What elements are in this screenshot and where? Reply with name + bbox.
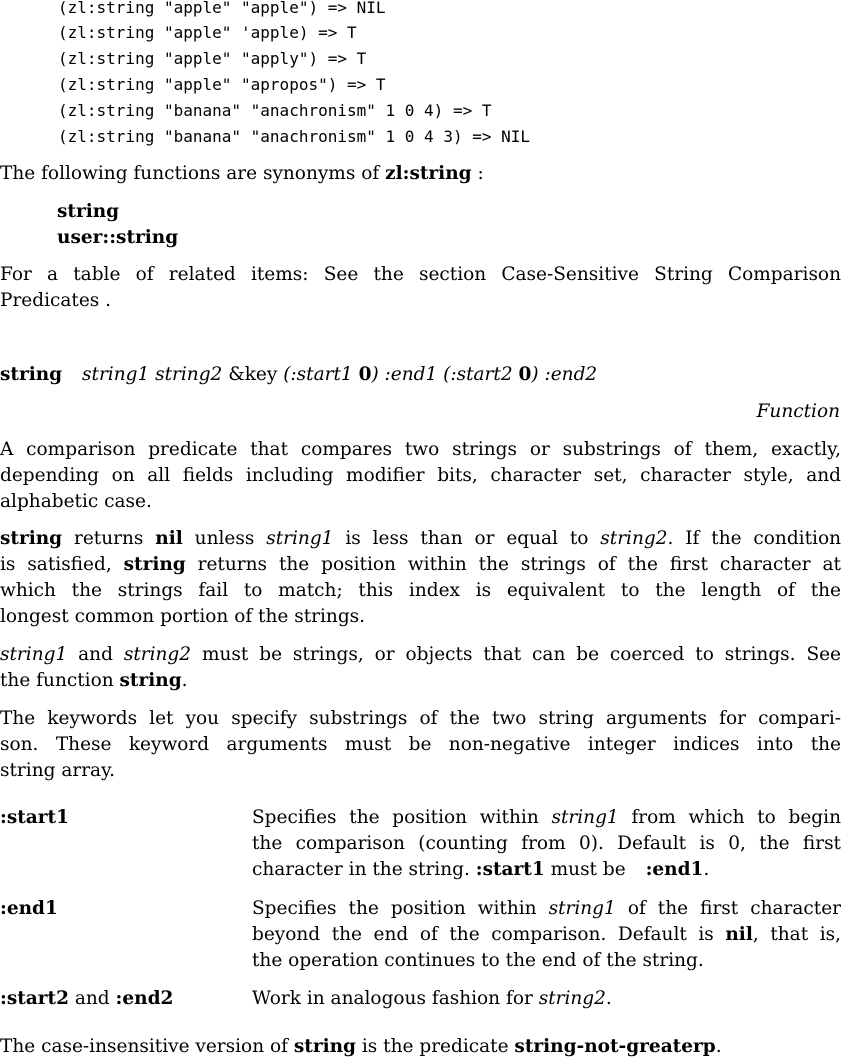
desc4-line-2: son. These keyword arguments must be non-negative integer indices into the [0, 734, 841, 755]
desc4-line-1: The keywords let you specify substrings of the two string arguments for compari- [0, 708, 841, 729]
code-example-2: (zl:string "apple" 'apple) => T [58, 23, 357, 42]
desc1-line-2: depending on all fields including modifier bits, character set, character style, and [0, 465, 841, 486]
code-example-6: (zl:string "banana" "anachronism" 1 0 4 3) => NIL [58, 127, 531, 146]
desc3-line-1: string1 and string2 must be strings, or objects that can be coerced to strings. See [0, 644, 841, 665]
desc2-line-2: is satisfied, string returns the position within the strings of the first character at [0, 554, 841, 575]
synonyms-func: zl:string [385, 163, 472, 184]
code-example-1: (zl:string "apple" "apple") => NIL [58, 0, 386, 17]
synonym-item: user::string [57, 227, 179, 248]
related-line-2: Predicates . [0, 290, 112, 311]
desc1-line-3: alphabetic case. [0, 491, 152, 512]
entry-args: string1 string2 [82, 364, 223, 385]
synonym-item: string [57, 201, 120, 222]
end1-desc-line-3: the operation continues to the end of the string. [252, 950, 704, 971]
start1-desc-line-3: character in the string. :start1 must be :end1. [252, 859, 710, 880]
keyword-start2-end2: :start2 and :end2 [0, 988, 174, 1009]
code-example-3: (zl:string "apple" "apply") => T [58, 49, 367, 68]
code-example-4: (zl:string "apple" "apropos") => T [58, 75, 386, 94]
desc2-line-3: which the strings fail to match; this index is equivalent to the length of the [0, 580, 841, 601]
case-insensitive-note: The case-insensitive version of string is the predicate string-not-greaterp. [0, 1036, 722, 1057]
code-example-5: (zl:string "banana" "anachronism" 1 0 4) => T [58, 101, 492, 120]
predicate-reference: string-not-greaterp [514, 1036, 716, 1057]
end1-desc-line-1: Specifies the position within string1 of the first character [252, 898, 841, 919]
related-line-1: For a table of related items: See the section Case-Sensitive String Comparison [0, 264, 841, 285]
synonyms-intro: The following functions are synonyms of zl:string : [0, 163, 484, 184]
desc1-line-1: A comparison predicate that compares two strings or substrings of them, exactly, [0, 439, 841, 460]
desc2-line-4: longest common portion of the strings. [0, 606, 366, 627]
start1-desc-line-2: the comparison (counting from 0). Default is 0, the first [252, 833, 841, 854]
desc2-line-1: string returns nil unless string1 is less than or equal to string2. If the condition [0, 528, 841, 549]
keyword-start1: :start1 [0, 807, 69, 828]
function-reference: string [119, 670, 182, 691]
keyword-end1: :end1 [0, 898, 58, 919]
entry-category: Function [756, 401, 840, 422]
start2-end2-desc: Work in analogous fashion for string2. [252, 988, 612, 1009]
entry-signature: string string1 string2 &key (:start1 0) :end1 (:start2 0) :end2 [0, 364, 598, 385]
entry-name: string [0, 364, 63, 385]
desc4-line-3: string array. [0, 760, 115, 781]
end1-desc-line-2: beyond the end of the comparison. Default is nil, that is, [252, 924, 841, 945]
desc3-line-2: the function string. [0, 670, 188, 691]
start1-desc-line-1: Specifies the position within string1 from which to begin [252, 807, 841, 828]
